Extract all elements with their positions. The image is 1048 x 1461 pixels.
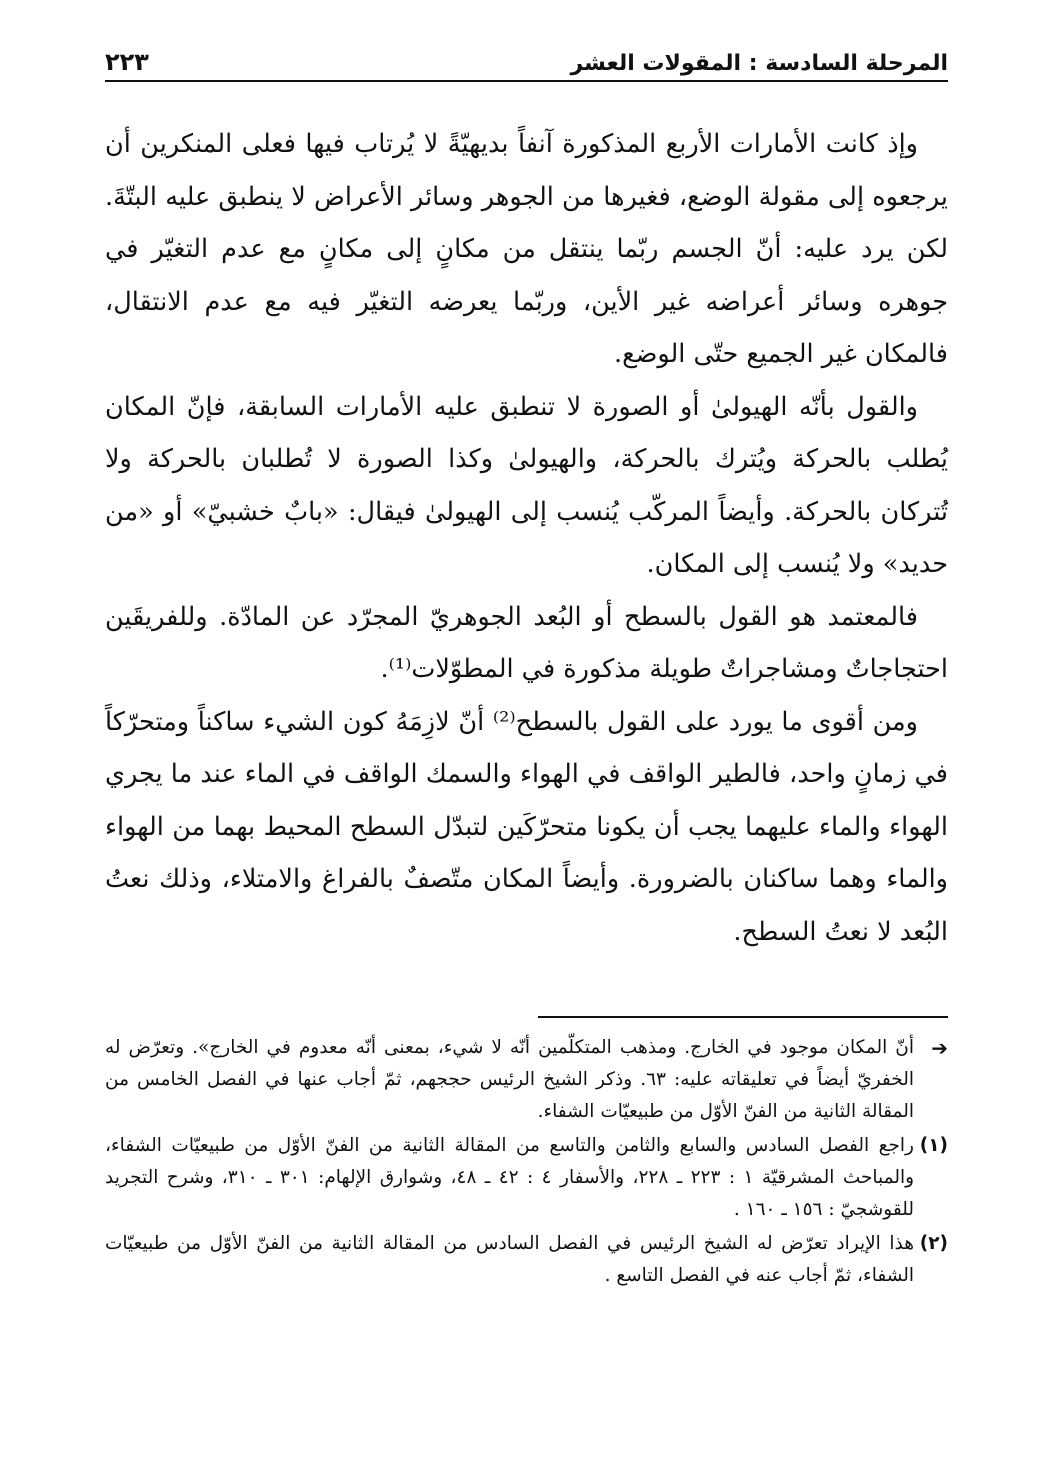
paragraph: وإذ كانت الأمارات الأربع المذكورة آنفاً بديهيّةً لا يُرتاب فيها فعلى المنكرين أن يرجعوه إلى مقولة الوضع، فغيرها من الجوهر وسائر الأعراض لا ينطبق عليه البتّةَ. لكن يرد عليه: أنّ الجسم ربّما ينتقل من مكانٍ إلى مكانٍ مع عدم التغيّر في جوهره وسائر أعراضه غير الأين، وربّما يعرضه التغيّر فيه مع عدم الانتقال، فالمكان غير الجميع حتّى الوضع. [105,129,948,369]
footnote-divider [538,1016,948,1018]
footnote-continuation [105,1032,948,1128]
paragraph: ومن أقوى ما يورد على القول بالسطح⁽²⁾ أنّ لازِمَهُ كون الشيء ساكناً ومتحرّكاً في زمانٍ واحد، فالطير الواقف في الهواء والسمك الواقف في الماء عند ما يجري الهواء والماء عليهما يجب أن يكونا متحرّكَين لتبدّل السطح المحيط بهما من الهواء والماء وهما ساكنان بالضرورة. وأيضاً المكان متّصفٌ بالفراغ والامتلاء، وذلك نعتُ البُعد لا نعتُ السطح. [105,706,948,947]
page-number: ٢٢٣ [105,48,149,76]
footnote-number: (١) [919,1135,948,1156]
main-text [105,118,948,958]
footnote-text: راجع الفصل السادس والسابع والثامن والتاسع من المقالة الثانية من الفنّ الأوّل من طبيعيّات الشفاء، والمباحث المشرقيّة ١ : ٢٢٣ ـ ٢٢٨، والأسفار ٤ : ٤٢ ـ ٤٨، وشوارق الإلهام: ٣٠١ ـ ٣١٠، وشرح التجريد للقوشجيّ : ١٥٦ ـ ١٦٠ . [105,1135,915,1220]
running-title: المرحلة السادسة : المقولات العشر [570,51,948,76]
book-page [105,0,948,1461]
footnotes [105,1032,948,1294]
paragraph: والقول بأنّه الهيولىٰ أو الصورة لا تنطبق عليه الأمارات السابقة، فإنّ المكان يُطلب بالحركة ويُترك بالحركة، والهيولىٰ وكذا الصورة لا تُطلبان بالحركة ولا تُتركان بالحركة. وأيضاً المركّب يُنسب إلى الهيولىٰ فيقال: «بابٌ خشبيّ» أو «من حديد» ولا يُنسب إلى المكان. [105,391,948,579]
footnote-number: (٢) [919,1233,948,1254]
paragraph: فالمعتمد هو القول بالسطح أو البُعد الجوهريّ المجرّد عن المادّة. وللفريقَين احتجاجاتٌ ومشاجراتٌ طويلة مذكورة في المطوّلات⁽¹⁾. [105,601,948,684]
footnote-1 [105,1130,948,1226]
footnote-text: هذا الإيراد تعرّض له الشيخ الرئيس في الفصل السادس من المقالة الثانية من الفنّ الأوّل من طبيعيّات الشفاء، ثمّ أجاب عنه في الفصل التاسع . [105,1233,914,1286]
page-header [105,40,948,82]
footnote-text: أنّ المكان موجود في الخارج. ومذهب المتكلّمين أنّه لا شيء، بمعنى أنّه معدوم في الخارج». وتعرّض له الخفريّ أيضاً في تعليقاته عليه: ٦٣. وذكر الشيخ الرئيس حججهم، ثمّ أجاب عنها في الفصل الخامس من المقالة الثانية من الفنّ الأوّل من طبيعيّات الشفاء. [105,1037,914,1122]
continuation-arrow-icon: ➔ [931,1036,948,1060]
footnote-2 [105,1228,948,1292]
